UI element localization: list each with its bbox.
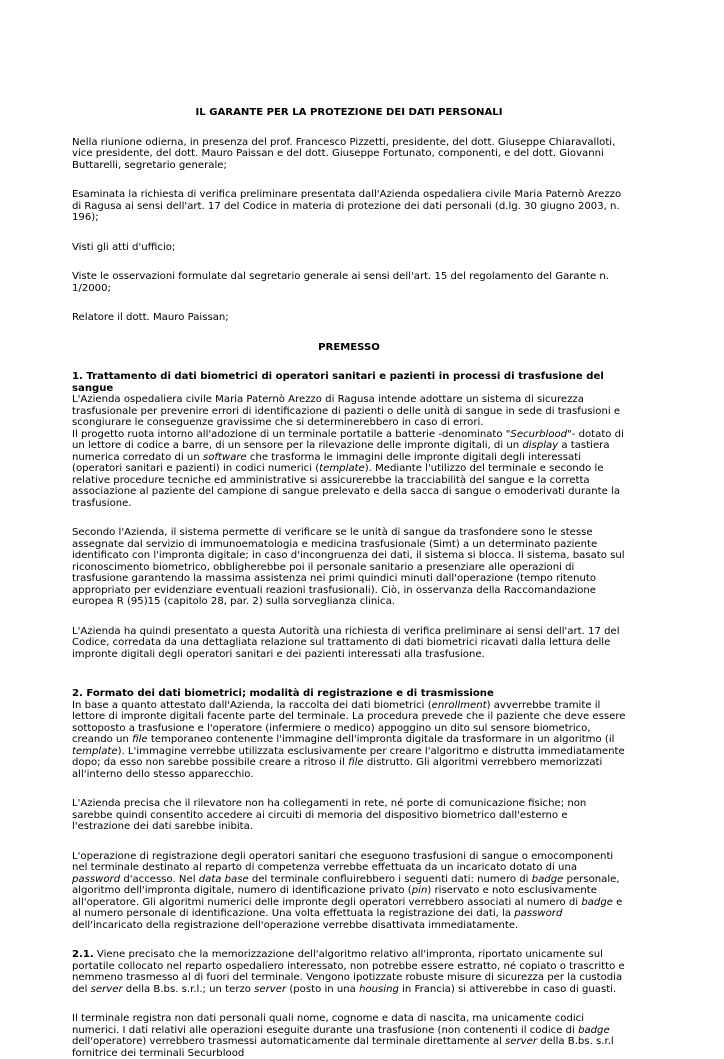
section-2-1-paragraph: 2.1. Viene precisato che la memorizzazione dell'algoritmo relativo all'impronta, riportato unicamente sul portatile collocato nel reparto ospedaliero interessato, non potrebbe essere estratto, né copiato o trascritto e nemmeno trasmesso al di fuori del terminale. Vengono ipotizzate robuste misure di sicurezza per la custodia del server della B.bs. s.r.l.; un terzo server (posto in una housing in Francia) si attiverebbe in caso di guasti. [72,949,625,995]
section-2-heading: 2. Formato dei dati biometrici; modalità di registrazione e di trasmissione [72,688,494,699]
subsection-number: 2.1. [72,949,94,960]
intro-paragraph-acts: Visti gli atti d'ufficio; [72,241,176,253]
section-1-paragraph-4: L'Azienda ha quindi presentato a questa Autorità una richiesta di verifica preliminare ai sensi dell'art. 17 del Codice, corredata da una dettagliata relazione sul trattamento di dati biometrici ricavati dalla lettura delle impronte digitali degli operatori sanitari e dei pazienti interessati alla trasfusione. [72,625,620,660]
section-1-heading: 1. Trattamento di dati biometrici di operatori sanitari e pazienti in processi di trasfusione del sangue [72,371,604,394]
section-1-paragraph-3: Secondo l'Azienda, il sistema permette di verificare se le unità di sangue da trasfondere sono le stesse assegnate dal servizio di immunoematologia e medicina trasfusionale (Simt) a un determinato paziente identificato con l'impronta digitale; in caso d'incongruenza dei dati, il sistema si blocca. Il sistema, basato sul riconoscimento biometrico, obbligherebbe poi il personale sanitario a presenziare alle operazioni di trasfusione garantendo la massima assistenza nei primi quindici minuti dall'operazione (tempo ritenuto appropriato per evidenziare eventuali reazioni trasfusionali). Ciò, in osservanza della Raccomandazione europea R (95)15 (capitolo 28, par. 2) sulla sorveglianza clinica. [72,527,625,607]
section-2-paragraph-2: L'Azienda precisa che il rilevatore non ha collegamenti in rete, né porte di comunicazione fisiche; non sarebbe quindi consentito accedere ai circuiti di memoria del dispositivo biometrico dall'esterno e l'estrazione dei dati sarebbe inibita. [72,798,587,832]
section-2-paragraph-1: In base a quanto attestato dall'Azienda, la raccolta dei dati biometrici (enrollment) avverrebbe tramite il lettore di impronte digitali facente parte del terminale. La procedura prevede che il paziente che deve essere sottoposto a trasfusione e l'operatore (infermiere o medico) appoggino un dito sul sensore biometrico, creando un file temporaneo contenente l'immagine dell'impronta digitale da trasformare in un algoritmo (il template). L'immagine verrebbe utilizzata esclusivamente per creare l'algoritmo e distrutta immediatamente dopo; da esso non sarebbe possibile creare a ritroso il file distrutto. Gli algoritmi verrebbero memorizzati all'interno dello stesso apparecchio. [72,699,626,780]
intro-paragraph-request: Esaminata la richiesta di verifica preliminare presentata dall'Azienda ospedaliera civile Maria Paternò Arezzo di Ragusa ai sensi dell'art. 17 del Codice in materia di protezione dei dati personali (d.lg. 30 giugno 2003, n. 196); [72,189,622,223]
intro-paragraph-observations: Viste le osservazioni formulate dal segretario generale ai sensi dell'art. 15 del regolamento del Garante n. 1/2000; [72,271,609,294]
intro-paragraph-attendees: Nella riunione odierna, in presenza del prof. Francesco Pizzetti, presidente, del dott. Giuseppe Chiaravalloti, vice presidente, del dott. Mauro Paissan e del dott. Giuseppe Fortunato, componenti, e del dott. Giovanni Buttarelli, segretario generale; [72,136,616,171]
intro-paragraph-rapporteur: Relatore il dott. Mauro Paissan; [72,312,229,323]
premesso-heading: PREMESSO [318,341,380,353]
section-2-paragraph-3: L'operazione di registrazione degli operatori sanitari che eseguono trasfusioni di sangue o emocomponenti nel terminale destinato al reparto di competenza verrebbe effettuata da un incaricato dotato di una password d'accesso. Nel data base del terminale confluirebbero i seguenti dati: numero di badge personale, algoritmo dell'impronta digitale, numero di identificazione privato (pin) riservato e noto esclusivamente all'operatore. Gli algoritmi numerici delle impronte degli operatori verrebbero associati al numero di badge e al numero personale di identificazione. Una volta effettuata la registrazione dei dati, la password dell'incaricato della registrazione dell'operazione verrebbe disattivata immediatamente. [72,850,623,931]
section-1-paragraph-1: L'Azienda ospedaliera civile Maria Paternò Arezzo di Ragusa intende adottare un sistema di sicurezza trasfusionale per prevenire errori di identificazione di pazienti o delle unità di sangue in sede di trasfusioni e scongiurare le conseguenze gravissime che si determinerebbero in caso di errori. [72,394,621,428]
section-1-paragraph-2: Il progetto ruota intorno all'adozione di un terminale portatile a batterie -denominato "Securblood"- dotato di un lettore di codice a barre, di un sensore per la rilevazione delle impronte digitali, di un display a tastiera numerica corredato di un software che trasforma le immagini delle impronte digitali degli interessati (operatori sanitari e pazienti) in codici numerici (template). Mediante l'utilizzo del terminale e secondo le relative procedure tecniche ed amministrative si assicurerebbe la tracciabilità del sangue e la corretta associazione al paziente del campione di sangue prelevato e della sacca di sangue o emoderivati durante la trasfusione. [72,428,624,509]
document-title: IL GARANTE PER LA PROTEZIONE DEI DATI PERSONALI [195,107,503,118]
section-2-paragraph-5: Il terminale registra non dati personali quali nome, cognome e data di nascita, ma unicamente codici numerici. I dati relativi alle operazioni eseguite durante una trasfusione (non contenenti il codice di badge dell'operatore) verrebbero trasmessi automaticamente dal terminale direttamente al server della B.bs. s.r.l fornitrice dei terminali Securblood [72,1013,614,1059]
